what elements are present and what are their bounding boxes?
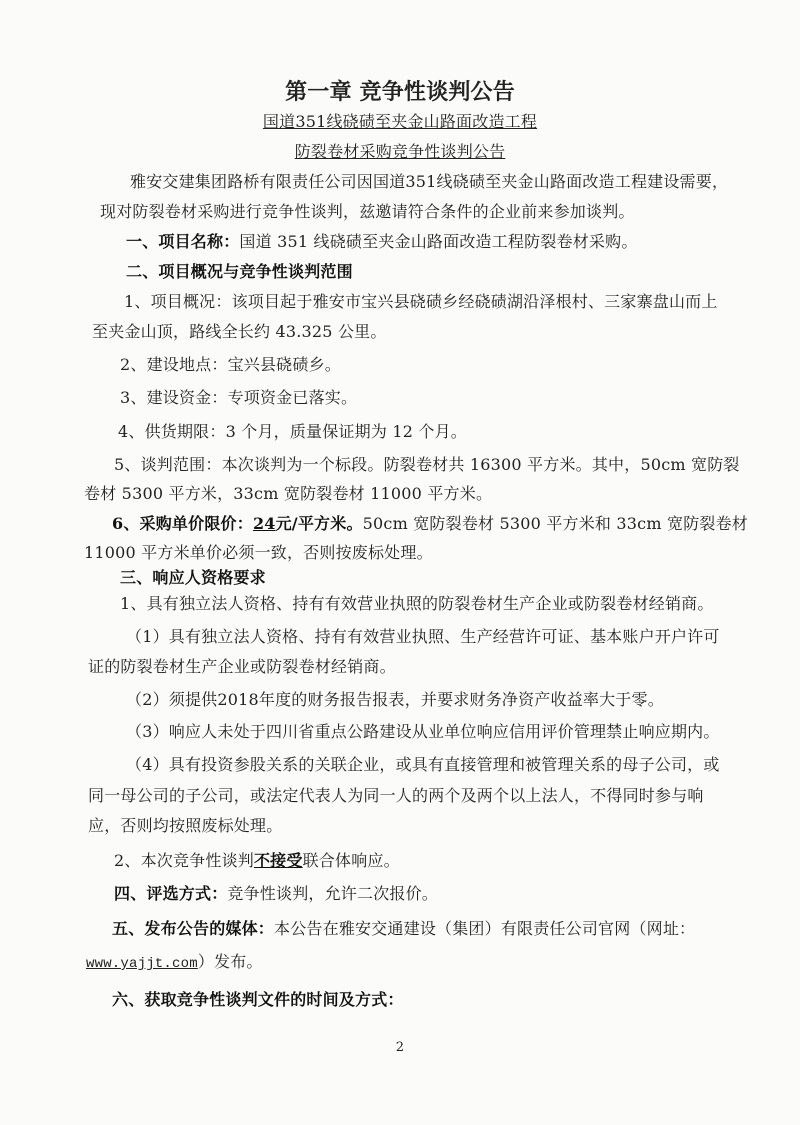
section-1-heading: 一、项目名称：: [126, 232, 240, 251]
section-5-line2: [86, 952, 263, 974]
price-limit-unit: 元/平方米。: [275, 514, 363, 533]
s2-item6-line1: [112, 514, 748, 534]
s3-p2: （2）须提供2018年度的财务报告报表，并要求财务净资产收益率大于零。: [126, 690, 664, 709]
s3-p4-line1: （4）具有投资参股关系的关联企业，或具有直接管理和被管理关系的母子公司，或: [126, 755, 720, 774]
intro-line-1: 雅安交建集团路桥有限责任公司因国道351线硗碛至夹金山路面改造工程建设需要，: [130, 172, 729, 191]
page-number: 2: [395, 1040, 405, 1055]
section-1-text: 国道 351 线硗碛至夹金山路面改造工程防裂卷材采购。: [239, 232, 638, 251]
s3-p3: （3）响应人未处于四川省重点公路建设从业单位响应信用评价管理禁止响应期内。: [126, 722, 720, 741]
section-1: [126, 232, 638, 252]
s2-item5-line1: 5、谈判范围：本次谈判为一个标段。防裂卷材共 16300 平方米。其中，50cm 宽防裂: [114, 455, 740, 474]
section-3-heading: 三、响应人资格要求: [120, 568, 266, 587]
subtitle-announcement: 防裂卷材采购竞争性谈判公告: [294, 142, 506, 161]
intro-line-2: 现对防裂卷材采购进行竞争性谈判，兹邀请符合条件的企业前来参加谈判。: [100, 202, 635, 221]
s3-item2-post: 联合体响应。: [302, 851, 400, 870]
s2-item1-line2: 至夹金山顶，路线全长约 43.325 公里。: [92, 322, 387, 341]
page-title: 第一章 竞争性谈判公告: [285, 79, 515, 105]
s3-p1-line2: 证的防裂卷材生产企业或防裂卷材经销商。: [88, 657, 396, 676]
website-link[interactable]: www.yajjt.com: [86, 956, 198, 972]
s2-item3: 3、建设资金：专项资金已落实。: [120, 388, 358, 407]
s2-item1-line1: 1、项目概况：该项目起于雅安市宝兴县硗碛乡经硗碛湖沿泽根村、三家寨盘山而上: [124, 292, 718, 311]
s2-item6-line2: 11000 平方米单价必须一致，否则按废标处理。: [84, 543, 433, 562]
s3-item1: 1、具有独立法人资格、持有有效营业执照的防裂卷材生产企业或防裂卷材经销商。: [120, 594, 714, 613]
section-5-line1: [112, 919, 695, 939]
section-5-heading: 五、发布公告的媒体：: [112, 919, 275, 938]
s3-p1-line1: （1）具有独立法人资格、持有有效营业执照、生产经营许可证、基本账户开户许可: [126, 627, 720, 646]
section-6-heading: 六、获取竞争性谈判文件的时间及方式：: [112, 990, 404, 1009]
price-limit-rest: 50cm 宽防裂卷材 5300 平方米和 33cm 宽防裂卷材: [362, 514, 748, 533]
not-accepted-emphasis: 不接受: [253, 851, 303, 870]
s2-item5-line2: 卷材 5300 平方米，33cm 宽防裂卷材 11000 平方米。: [84, 484, 493, 503]
s3-item2: [114, 851, 400, 871]
section-4: [114, 884, 438, 904]
section-4-text: 竞争性谈判，允许二次报价。: [227, 884, 439, 903]
s2-item4: 4、供货期限：3 个月，质量保证期为 12 个月。: [118, 422, 467, 441]
section-2-heading: 二、项目概况与竞争性谈判范围: [126, 262, 353, 281]
s3-p4-line2: 同一母公司的子公司，或法定代表人为同一人的两个及两个以上法人，不得同时参与响: [88, 786, 704, 805]
price-limit-value: 24: [252, 514, 276, 533]
section-5-text: 本公告在雅安交通建设（集团）有限责任公司官网（网址：: [274, 919, 696, 938]
subtitle-project: 国道351线硗碛至夹金山路面改造工程: [262, 112, 538, 131]
price-limit-label: 6、采购单价限价：: [112, 514, 253, 533]
s3-p4-line3: 应，否则均按照废标处理。: [88, 816, 283, 835]
section-4-heading: 四、评选方式：: [114, 884, 228, 903]
s2-item2: 2、建设地点：宝兴县硗碛乡。: [120, 355, 341, 374]
s3-item2-pre: 2、本次竞争性谈判: [114, 851, 254, 870]
section-5-post: ）发布。: [197, 952, 263, 971]
